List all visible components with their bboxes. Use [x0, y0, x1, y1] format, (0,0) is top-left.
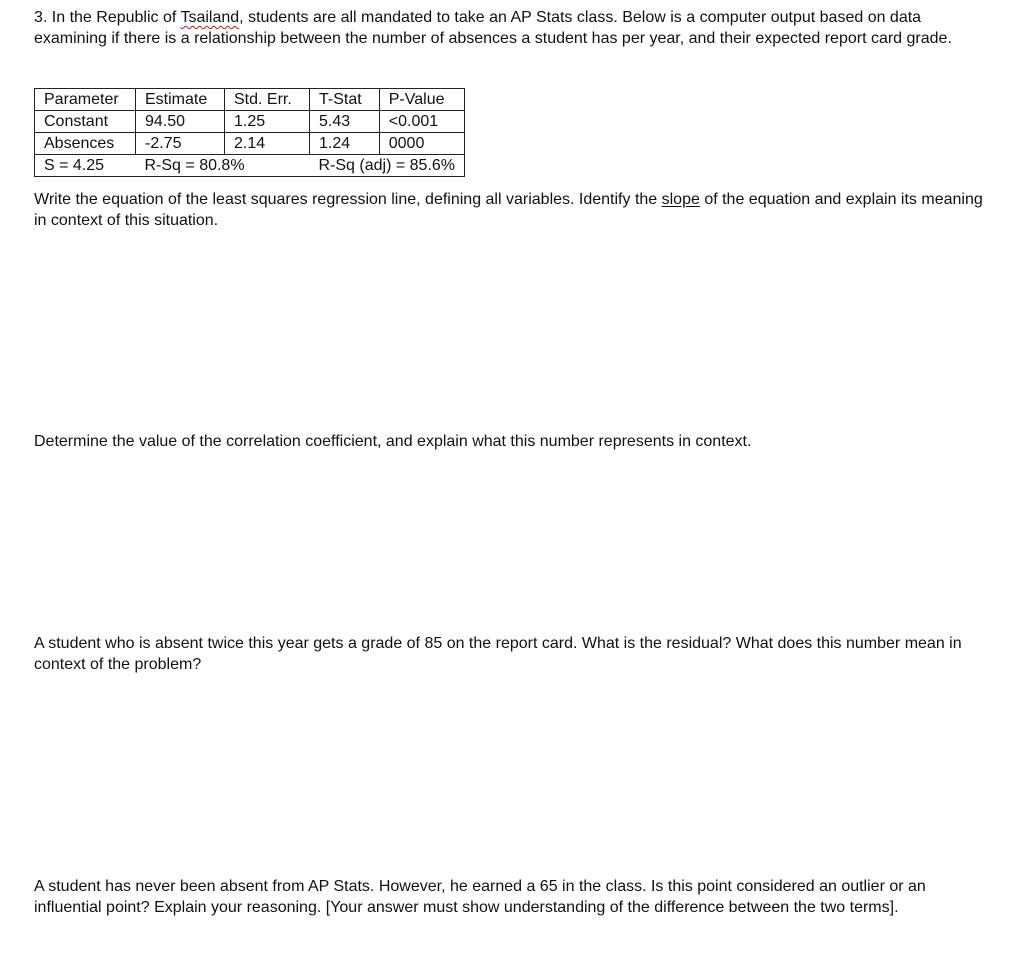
cell-parameter: Constant	[35, 111, 136, 133]
cell-p-value: <0.001	[379, 111, 464, 133]
cell-std-err: 2.14	[225, 133, 310, 155]
intro-text-after: , students are all mandated to take an AP Stats class. Below is a computer output based on data examining if there is a relationship between the number of absences a student has per year, and their expected report card grade.	[34, 9, 952, 47]
header-p-value: P-Value	[379, 89, 464, 111]
header-parameter: Parameter	[35, 89, 136, 111]
header-t-stat: T-Stat	[310, 89, 380, 111]
regression-output-table	[34, 88, 465, 177]
header-estimate: Estimate	[136, 89, 225, 111]
table-row	[35, 133, 465, 155]
table-summary-row	[35, 155, 465, 177]
table-row	[35, 111, 465, 133]
q1-text-before: Write the equation of the least squares regression line, defining all variables. Identify the	[34, 191, 662, 208]
slope-underlined: slope	[661, 191, 700, 208]
summary-rsq-adj: R-Sq (adj) = 85.6%	[310, 155, 465, 177]
question-residual: A student who is absent twice this year gets a grade of 85 on the report card. What is the residual? What does this number mean in context of the problem?	[34, 635, 962, 673]
country-name-spellcheck: Tsailand	[180, 9, 240, 26]
question-outlier-influential: A student has never been absent from AP Stats. However, he earned a 65 in the class. Is this point considered an outlier or an influential point? Explain your reasoning. [Your answer must show understanding of the difference between the two terms].	[34, 878, 926, 916]
header-std-err: Std. Err.	[225, 89, 310, 111]
table-header-row	[35, 89, 465, 111]
intro-text-before: 3. In the Republic of	[34, 9, 181, 26]
question-correlation: Determine the value of the correlation coefficient, and explain what this number represents in context.	[34, 433, 752, 450]
summary-rsq: R-Sq = 80.8%	[136, 155, 310, 177]
cell-parameter: Absences	[35, 133, 136, 155]
cell-t-stat: 1.24	[310, 133, 380, 155]
q1-text-after: of the equation and explain its meaning in context of this situation.	[34, 191, 983, 229]
cell-std-err: 1.25	[225, 111, 310, 133]
cell-estimate: 94.50	[136, 111, 225, 133]
summary-s: S = 4.25	[35, 155, 136, 177]
cell-t-stat: 5.43	[310, 111, 380, 133]
problem-intro	[34, 8, 994, 49]
question-regression-line	[34, 190, 994, 231]
cell-estimate: -2.75	[136, 133, 225, 155]
cell-p-value: 0000	[379, 133, 464, 155]
